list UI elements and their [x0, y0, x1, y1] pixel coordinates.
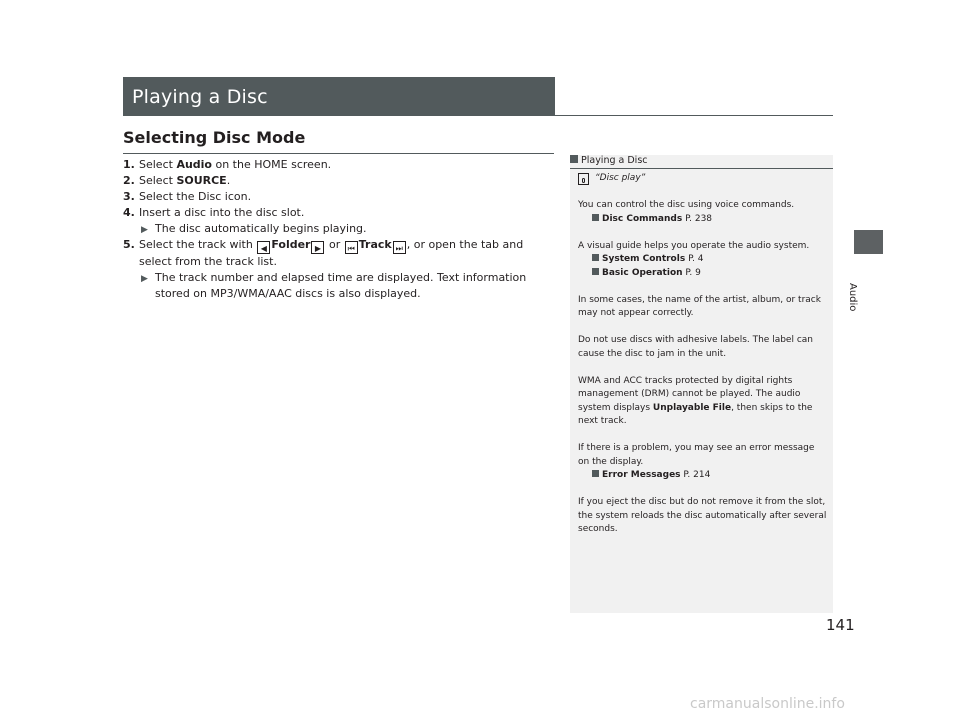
- step-list: [123, 157, 555, 302]
- watermark-text: carmanualsonline.info: [690, 696, 845, 712]
- sidebar-paragraph: [578, 375, 828, 429]
- reference-arrow-icon: [592, 254, 599, 261]
- step-item: [123, 189, 555, 205]
- step-text: .: [226, 174, 231, 187]
- reference-arrow-icon: [592, 470, 599, 477]
- arrow-icon: ▶: [141, 225, 148, 235]
- side-tab-label: Audio: [847, 283, 858, 312]
- step-text: Select the track with: [139, 238, 253, 251]
- step-text: Select: [139, 174, 177, 187]
- step-item: [123, 237, 555, 302]
- sidebar-divider: [570, 168, 833, 169]
- reference-page: P. 9: [685, 267, 701, 278]
- step-text: Select the Disc icon.: [139, 190, 252, 203]
- step-text: on the HOME screen.: [211, 158, 332, 171]
- sidebar-paragraph: You can control the disc using voice commands.: [578, 200, 795, 210]
- reference-title: Basic Operation: [602, 267, 683, 278]
- step-number: 2.: [123, 174, 135, 187]
- sidebar-header-text: Playing a Disc: [581, 155, 648, 166]
- track-next-icon: ⏭: [393, 241, 406, 254]
- arrow-icon: ▶: [141, 274, 148, 284]
- sidebar-text: WMA and ACC tracks protected by digital rights management (DRM) cannot be played. The audio system displays: [578, 375, 801, 413]
- folder-previous-icon: ◀: [257, 241, 270, 254]
- reference-title: Error Messages: [602, 470, 681, 480]
- step-bold-text: SOURCE: [176, 174, 227, 187]
- step-note: [139, 270, 555, 302]
- step-item: [123, 173, 555, 189]
- step-number: 3.: [123, 190, 135, 203]
- sub-heading-divider: [123, 153, 554, 154]
- reference-arrow-icon: [592, 268, 599, 275]
- section-title: Playing a Disc: [132, 86, 268, 108]
- step-bold-text: Audio: [176, 158, 212, 171]
- step-text: , or open the tab and select from the track list.: [139, 238, 524, 268]
- step-text: Select: [139, 158, 177, 171]
- cross-reference: [578, 213, 828, 227]
- sidebar-header: [570, 155, 648, 166]
- voice-talk-icon: [578, 173, 589, 185]
- track-previous-icon: ⏮: [345, 241, 358, 254]
- step-text: or: [328, 238, 341, 251]
- section-divider: [123, 115, 833, 116]
- sidebar-body: [578, 172, 828, 550]
- step-note-text: The track number and elapsed time are displayed. Text information stored on MP3/WMA/AAC discs is also displayed.: [155, 271, 527, 300]
- folder-next-icon: ▶: [311, 241, 324, 254]
- sidebar-paragraph: Do not use discs with adhesive labels. The label can cause the disc to jam in the unit.: [578, 335, 813, 359]
- sidebar-paragraph: If there is a problem, you may see an error message on the display.: [578, 443, 815, 467]
- page-number: 141: [826, 616, 855, 634]
- step-note: [139, 221, 555, 237]
- reference-title: Disc Commands: [602, 213, 683, 224]
- track-label: Track: [358, 238, 392, 251]
- reference-title: System Controls: [602, 254, 686, 264]
- side-tab-marker: [854, 230, 883, 254]
- sub-heading: Selecting Disc Mode: [123, 128, 306, 147]
- reference-page: P. 214: [683, 470, 711, 480]
- sidebar-paragraph: A visual guide helps you operate the audio system.: [578, 240, 810, 251]
- reference-page: P. 238: [685, 213, 713, 224]
- step-number: 5.: [123, 238, 135, 251]
- step-note-text: The disc automatically begins playing.: [155, 222, 367, 235]
- step-number: 4.: [123, 206, 135, 219]
- voice-command: [578, 172, 828, 186]
- cross-reference: [578, 469, 828, 483]
- folder-label: Folder: [271, 238, 311, 251]
- voice-command-text: “Disc play”: [595, 173, 646, 183]
- step-item: [123, 157, 555, 173]
- reference-arrow-icon: [592, 214, 599, 221]
- sidebar-bold-text: Unplayable File: [652, 402, 732, 413]
- cross-reference: [578, 253, 828, 267]
- step-text: Insert a disc into the disc slot.: [139, 206, 305, 219]
- cross-reference: [578, 267, 828, 281]
- sidebar-paragraph: If you eject the disc but do not remove it from the slot, the system reloads the disc automatically after several seconds.: [578, 497, 827, 534]
- sidebar-text: , then skips to the next track.: [578, 402, 813, 426]
- reference-marker-icon: [570, 155, 578, 163]
- step-item: [123, 205, 555, 237]
- reference-page: P. 4: [688, 254, 704, 264]
- step-number: 1.: [123, 158, 135, 171]
- sidebar-paragraph: In some cases, the name of the artist, album, or track may not appear correctly.: [578, 294, 821, 318]
